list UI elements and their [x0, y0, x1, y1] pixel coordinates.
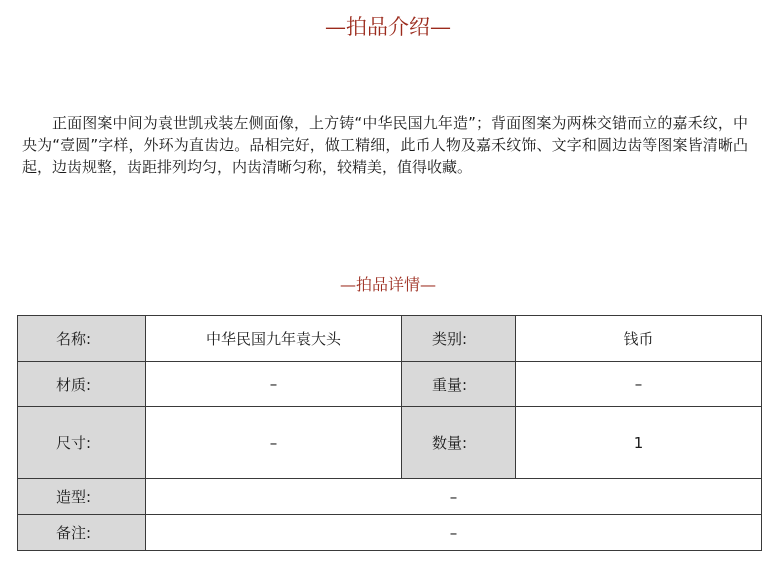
size-label: 尺寸: — [18, 407, 146, 479]
details-table — [17, 315, 762, 551]
category-value: 钱币 — [516, 316, 762, 362]
shape-value: – — [146, 479, 762, 515]
notes-value: – — [146, 515, 762, 551]
weight-label: 重量: — [402, 362, 516, 407]
notes-label: 备注: — [18, 515, 146, 551]
table-row — [18, 316, 762, 362]
table-row — [18, 362, 762, 407]
table-row — [18, 407, 762, 479]
size-value: – — [146, 407, 402, 479]
shape-label: 造型: — [18, 479, 146, 515]
material-value: – — [146, 362, 402, 407]
intro-text: 正面图案中间为袁世凯戎装左侧面像，上方铸“中华民国九年造”；背面图案为两株交错而立的嘉禾纹，中央为“壹圆”字样，外环为直齿边。品相完好，做工精细，此币人物及嘉禾纹饰、文字和圆边齿等图案皆清晰凸起，边齿规整，齿距排列均匀，内齿清晰匀称，较精美，值得收藏。 — [22, 114, 748, 176]
table-row — [18, 515, 762, 551]
quantity-value: 1 — [516, 407, 762, 479]
table-row — [18, 479, 762, 515]
material-label: 材质: — [18, 362, 146, 407]
name-value: 中华民国九年袁大头 — [146, 316, 402, 362]
details-title: —拍品详情— — [339, 275, 436, 294]
category-label: 类别: — [402, 316, 516, 362]
intro-title: —拍品介绍— — [325, 15, 451, 39]
weight-value: – — [516, 362, 762, 407]
quantity-label: 数量: — [402, 407, 516, 479]
name-label: 名称: — [18, 316, 146, 362]
